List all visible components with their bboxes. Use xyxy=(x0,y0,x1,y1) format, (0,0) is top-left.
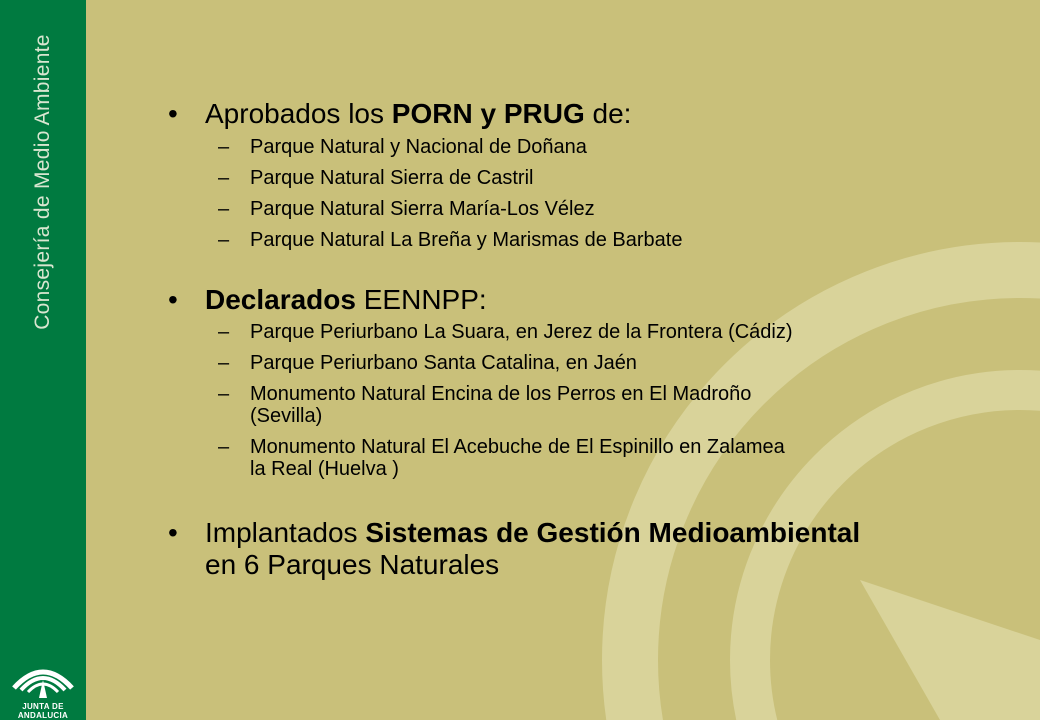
dash-marker: – xyxy=(218,167,230,189)
logo-text: JUNTA DE ANDALUCIA xyxy=(17,702,69,720)
section-heading xyxy=(205,98,631,130)
list-item-text: Parque Natural Sierra María-Los Vélez xyxy=(250,198,595,220)
list-item-text: Parque Periurbano Santa Catalina, en Jaén xyxy=(250,352,637,374)
list-item-text: Monumento Natural El Acebuche de El Espinillo en Zalamea xyxy=(250,436,785,458)
heading-text-line2: en 6 Parques Naturales xyxy=(205,549,500,580)
list-item-text: Parque Natural y Nacional de Doñana xyxy=(250,136,587,158)
heading-text-part: PORN y PRUG xyxy=(391,98,585,129)
dash-marker: – xyxy=(218,383,230,405)
dash-marker: – xyxy=(218,321,230,343)
section-heading xyxy=(205,284,487,316)
list-item-text: Parque Natural Sierra de Castril xyxy=(250,167,534,189)
heading-text-part: Declarados xyxy=(205,284,356,315)
bullet-marker: • xyxy=(168,517,178,548)
dash-marker: – xyxy=(218,436,230,458)
dash-marker: – xyxy=(218,229,230,251)
dash-marker: – xyxy=(218,136,230,158)
heading-text-part: de: xyxy=(584,98,632,129)
list-item-text: (Sevilla) xyxy=(250,405,323,427)
bullet-marker: • xyxy=(168,284,178,315)
heading-text-part: Aprobados los xyxy=(205,98,392,129)
heading-text-part: Implantados xyxy=(205,517,366,548)
list-item-text: Parque Periurbano La Suara, en Jerez de la Frontera (Cádiz) xyxy=(250,321,793,343)
list-item-text: Monumento Natural Encina de los Perros en El Madroño xyxy=(250,383,752,405)
dash-marker: – xyxy=(218,198,230,220)
list-item-text: la Real (Huelva ) xyxy=(250,458,399,480)
dash-marker: – xyxy=(218,352,230,374)
bullet-marker: • xyxy=(168,98,178,129)
sidebar-title: Consejería de Medio Ambiente xyxy=(31,34,54,330)
heading-text-part: EENNPP: xyxy=(355,284,487,315)
section-heading xyxy=(205,517,860,581)
heading-text-part: Sistemas de Gestión Medioambiental xyxy=(365,517,861,548)
list-item-text: Parque Natural La Breña y Marismas de Barbate xyxy=(250,229,683,251)
